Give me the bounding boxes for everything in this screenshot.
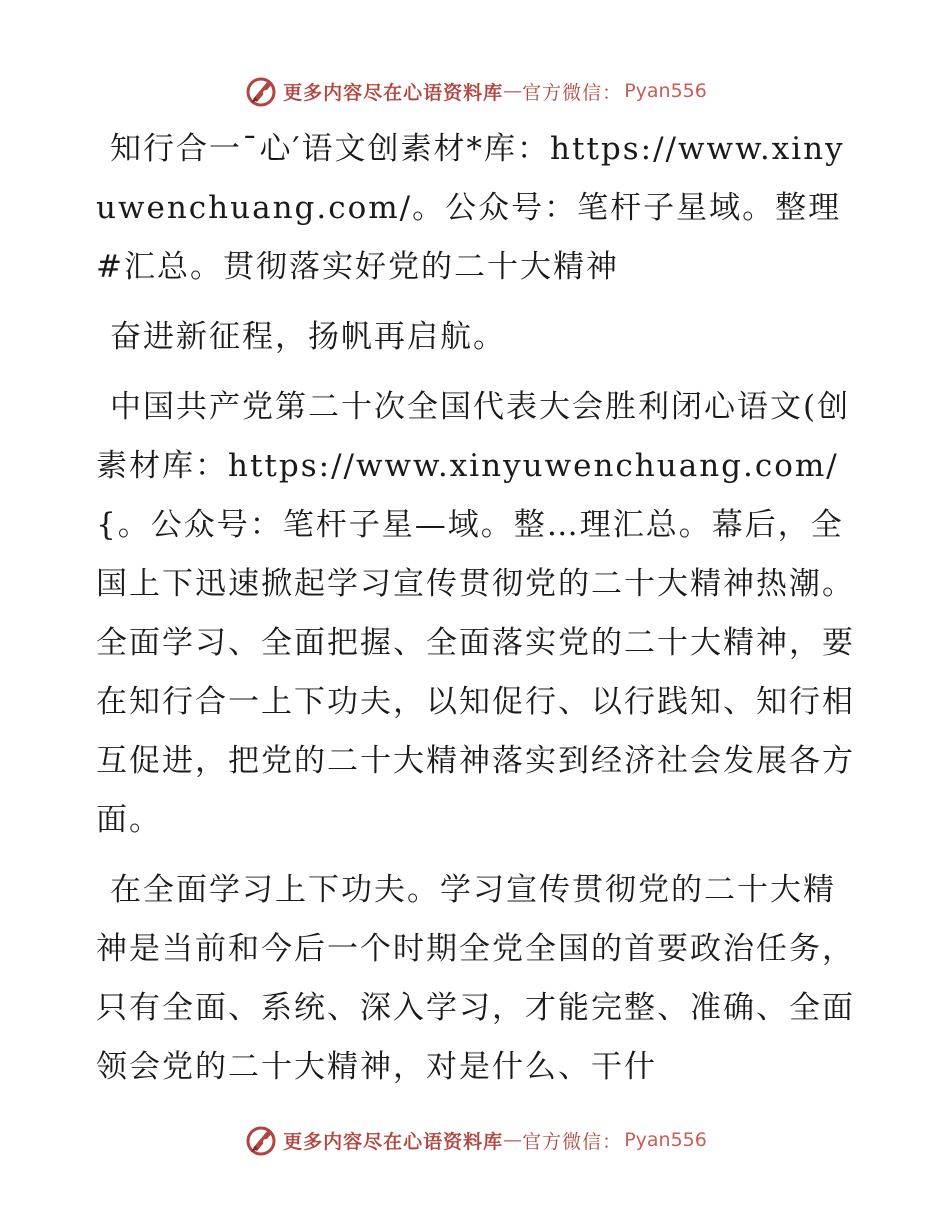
brand-logo-icon — [243, 73, 279, 109]
banner-dash: — — [503, 1129, 523, 1151]
paragraph-1: 知行合一¯心′语文创素材*库：https://www.xinyuwenchuang.com/。公众号：笔杆子星域。整理#汇总。贯彻落实好党的二十大精神 — [96, 131, 845, 285]
banner-wechat-id: Pyan556 — [624, 80, 707, 102]
banner-wechat-label: 官方微信： — [522, 81, 623, 104]
paragraph-3: 中国共产党第二十次全国代表大会胜利闭心语文(创素材库：https://www.xinyuwenchuang.com/{。公众号：笔杆子星—域。整…理汇总。幕后，全国上下迅速掀起学习宣传贯彻党的二十大精神热潮。全面学习、全面把握、全面落实党的二十大精神，要在知行合一上下功夫，以知促行、以行践知、知行相互促进，把党的二十大精神落实到经济社会发展各方面。 — [96, 389, 855, 838]
brand-logo-icon — [243, 1122, 279, 1158]
header-banner — [0, 71, 950, 111]
document-body — [96, 120, 856, 1097]
banner-wechat-id: Pyan556 — [624, 1129, 707, 1151]
banner-wechat-label: 官方微信： — [522, 1130, 623, 1153]
banner-lead-text: 更多内容尽在心语资料库 — [283, 81, 504, 104]
banner-lead-text: 更多内容尽在心语资料库 — [283, 1130, 504, 1153]
footer-banner — [0, 1120, 950, 1160]
paragraph-2: 奋进新征程，扬帆再启航。 — [110, 319, 506, 355]
banner-dash: — — [503, 80, 523, 102]
paragraph-4: 在全面学习上下功夫。学习宣传贯彻党的二十大精神是当前和今后一个时期全党全国的首要政治任务，只有全面、系统、深入学习，才能完整、准确、全面领会党的二十大精神，对是什么、干什 — [96, 872, 855, 1085]
